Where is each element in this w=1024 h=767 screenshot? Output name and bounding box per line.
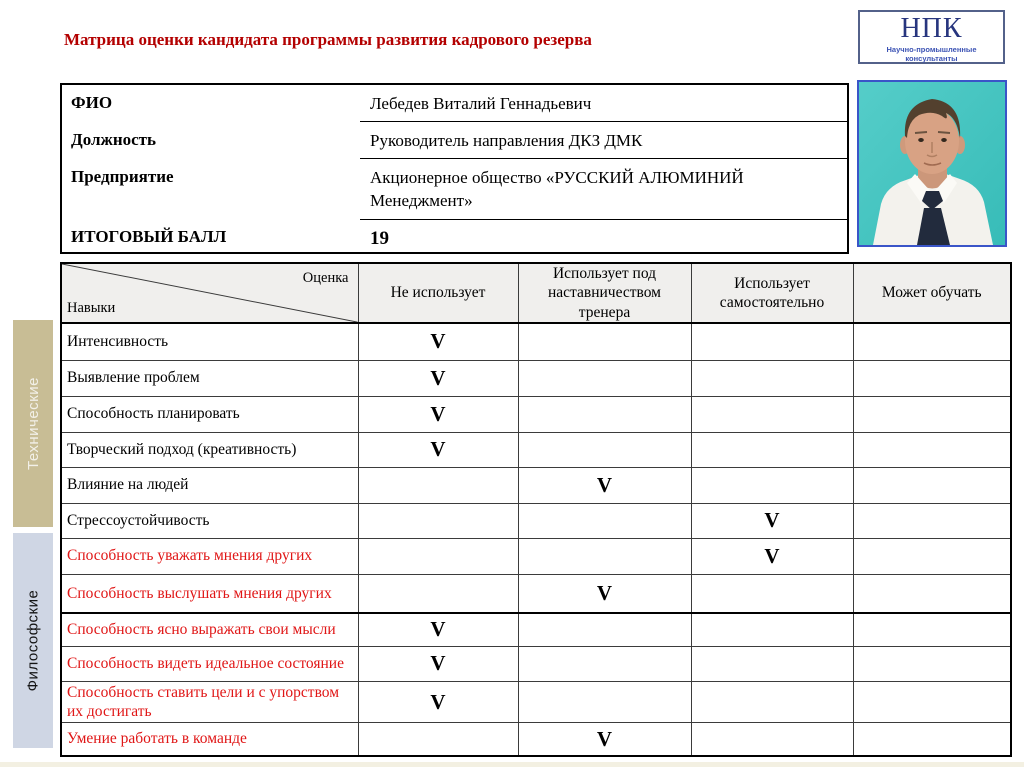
empty-level-cell (518, 613, 691, 646)
skill-row (61, 432, 1011, 467)
empty-level-cell (358, 723, 518, 756)
empty-level-cell (358, 467, 518, 503)
empty-level-cell (518, 432, 691, 467)
group-label-philosophical: Философские (24, 589, 42, 692)
skill-name-cell: Умение работать в команде (61, 723, 358, 756)
matrix-header-row (61, 263, 1011, 323)
column-header-independent: Использует самостоятельно (691, 263, 853, 323)
candidate-info-label: ИТОГОВЫЙ БАЛЛ (71, 227, 227, 247)
skill-name-cell: Выявление проблем (61, 360, 358, 396)
skill-name-cell: Творческий подход (креативность) (61, 432, 358, 467)
group-band-philosophical (13, 533, 53, 748)
empty-level-cell (853, 574, 1011, 613)
skill-row (61, 323, 1011, 360)
level-mark-cell: V (691, 538, 853, 574)
skill-row (61, 646, 1011, 681)
empty-level-cell (853, 467, 1011, 503)
empty-level-cell (518, 681, 691, 723)
empty-level-cell (853, 503, 1011, 538)
skill-row (61, 723, 1011, 756)
empty-level-cell (691, 723, 853, 756)
skill-name-cell: Стрессоустойчивость (61, 503, 358, 538)
skill-name-cell: Способность выслушать мнения других (61, 574, 358, 613)
bottom-strip (0, 762, 1024, 767)
logo-abbreviation: НПК (900, 13, 963, 44)
skill-row (61, 360, 1011, 396)
column-header-can-teach: Может обучать (853, 263, 1011, 323)
candidate-info-row (62, 122, 847, 159)
level-mark-cell: V (358, 646, 518, 681)
empty-level-cell (853, 646, 1011, 681)
level-mark-cell: V (358, 323, 518, 360)
skills-matrix-table (60, 262, 1012, 757)
empty-level-cell (691, 396, 853, 432)
level-mark-cell: V (358, 396, 518, 432)
candidate-info-value: 19 (370, 228, 389, 250)
empty-level-cell (691, 646, 853, 681)
empty-level-cell (358, 503, 518, 538)
empty-level-cell (691, 613, 853, 646)
skill-name-cell: Способность видеть идеальное состояние (61, 646, 358, 681)
empty-level-cell (518, 646, 691, 681)
skill-row (61, 574, 1011, 613)
empty-level-cell (518, 503, 691, 538)
group-band-technical (13, 320, 53, 527)
level-mark-cell: V (358, 360, 518, 396)
group-label-technical: Технические (24, 377, 42, 470)
empty-level-cell (691, 360, 853, 396)
candidate-info-value: Руководитель направления ДКЗ ДМК (360, 122, 847, 159)
empty-level-cell (853, 538, 1011, 574)
corner-skills-label: Навыки (67, 300, 116, 316)
skill-name-cell: Способность ясно выражать свои мысли (61, 613, 358, 646)
level-mark-cell: V (358, 613, 518, 646)
empty-level-cell (853, 613, 1011, 646)
skill-row (61, 467, 1011, 503)
candidate-info-row (62, 220, 847, 252)
skill-name-cell: Способность планировать (61, 396, 358, 432)
empty-level-cell (853, 396, 1011, 432)
skill-row (61, 681, 1011, 723)
candidate-info-label: Должность (71, 129, 157, 149)
skill-row (61, 396, 1011, 432)
empty-level-cell (518, 323, 691, 360)
level-mark-cell: V (358, 681, 518, 723)
level-mark-cell: V (691, 503, 853, 538)
empty-level-cell (518, 360, 691, 396)
candidate-info-label: ФИО (71, 93, 113, 112)
empty-level-cell (358, 538, 518, 574)
level-mark-cell: V (358, 432, 518, 467)
empty-level-cell (691, 574, 853, 613)
candidate-info-value: Акционерное общество «РУССКИЙ АЛЮМИНИЙ Менеджмент» (360, 159, 847, 221)
empty-level-cell (691, 432, 853, 467)
npk-logo (858, 10, 1005, 64)
empty-level-cell (358, 574, 518, 613)
candidate-photo (857, 80, 1007, 247)
skill-name-cell: Способность уважать мнения других (61, 538, 358, 574)
empty-level-cell (518, 538, 691, 574)
level-mark-cell: V (518, 574, 691, 613)
level-mark-cell: V (518, 467, 691, 503)
empty-level-cell (691, 467, 853, 503)
candidate-info-label: Предприятие (71, 166, 174, 186)
empty-level-cell (691, 323, 853, 360)
skill-name-cell: Влияние на людей (61, 467, 358, 503)
logo-subtitle: Научно-промышленные консультанты (886, 45, 977, 63)
skill-row (61, 538, 1011, 574)
page-title: Матрица оценки кандидата программы развития кадрового резерва (64, 30, 592, 49)
column-header-not-using: Не использует (358, 263, 518, 323)
matrix-corner-cell (61, 263, 358, 323)
skill-name-cell: Интенсивность (61, 323, 358, 360)
skill-row (61, 613, 1011, 646)
candidate-info-row (62, 159, 847, 221)
level-mark-cell: V (518, 723, 691, 756)
empty-level-cell (518, 396, 691, 432)
candidate-portrait-illustration (859, 82, 1005, 245)
skill-row (61, 503, 1011, 538)
corner-score-label: Оценка (302, 270, 349, 286)
candidate-info-table (60, 83, 849, 254)
column-header-with-mentor: Использует под наставничеством тренера (518, 263, 691, 323)
skill-name-cell: Способность ставить цели и с упорством их достигать (61, 681, 358, 723)
empty-level-cell (853, 432, 1011, 467)
candidate-info-value: Лебедев Виталий Геннадьевич (360, 85, 847, 122)
empty-level-cell (853, 723, 1011, 756)
empty-level-cell (853, 323, 1011, 360)
empty-level-cell (691, 681, 853, 723)
empty-level-cell (853, 681, 1011, 723)
candidate-info-row (62, 85, 847, 122)
empty-level-cell (853, 360, 1011, 396)
